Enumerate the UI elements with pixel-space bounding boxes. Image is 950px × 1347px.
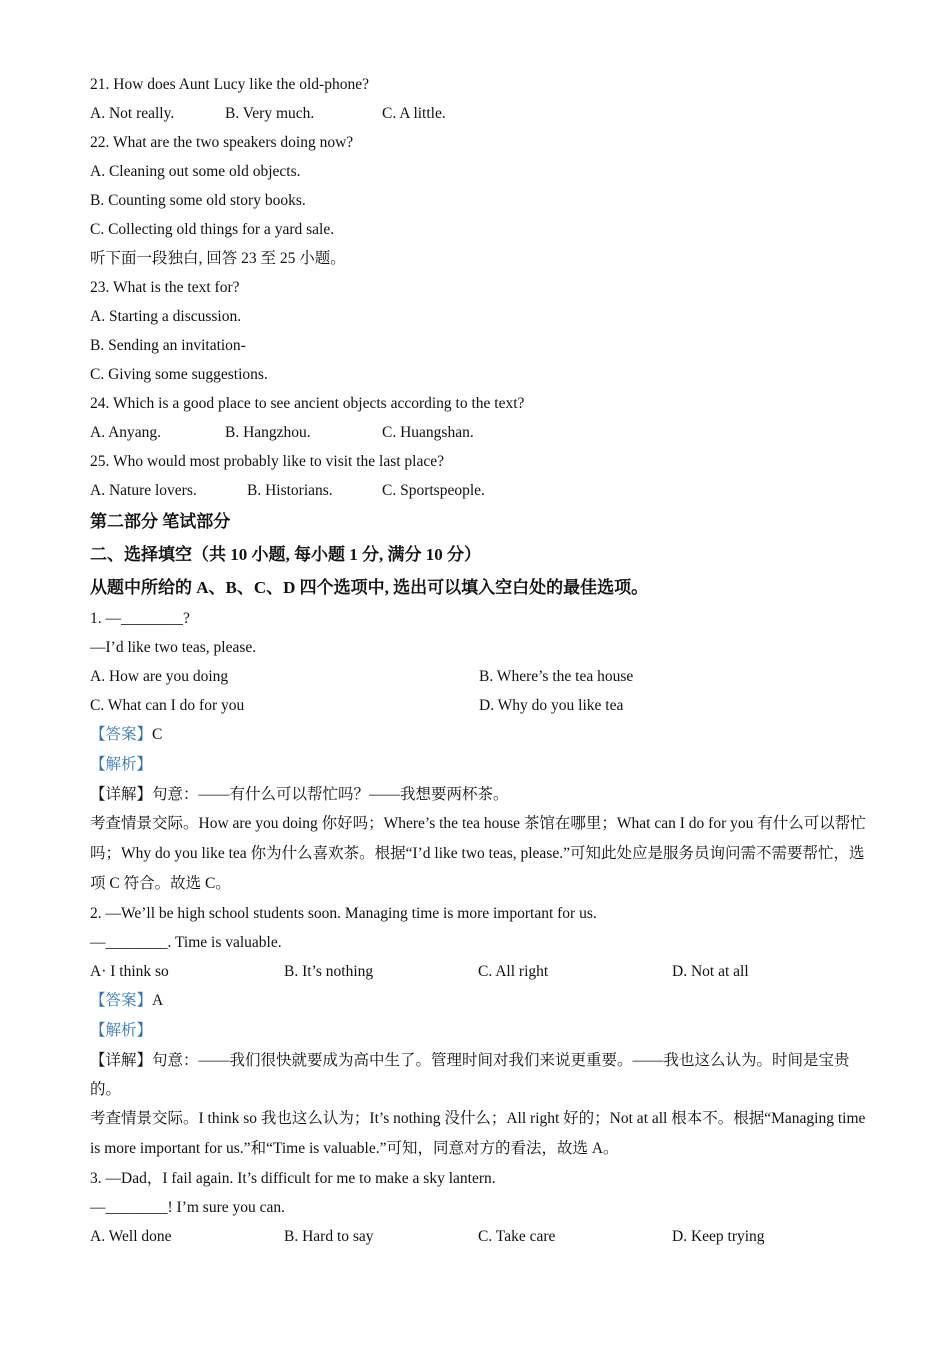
explanation-text: 考查情景交际。I think so 我也这么认为；It’s nothing 没什么；All right 好的；Not at all 根本不。根据“Managing time is more important for us.”和“Time is valuable.”可知，同意对方的看法，故选 A。 — [90, 1110, 866, 1157]
question-1-reply: —I’d like two teas, please. — [90, 639, 257, 656]
option: B. Sending an invitation- — [90, 337, 246, 354]
option: C. Giving some suggestions. — [90, 366, 268, 383]
question-3: 3. —Dad，I fail again. It’s difficult for me to make a sky lantern. — [90, 1170, 496, 1187]
option: B. Historians. — [247, 482, 333, 499]
question-2-options — [90, 957, 870, 986]
answer-line — [90, 720, 870, 750]
analysis-tag: 【解析】 — [90, 1022, 153, 1039]
question-22: 22. What are the two speakers doing now? — [90, 134, 354, 151]
option: A. Anyang. — [90, 424, 162, 441]
question-1: 1. —________? — [90, 610, 190, 627]
question-3-options — [90, 1222, 870, 1251]
option: C. Sportspeople. — [382, 482, 485, 499]
option: A. Not really. — [90, 105, 175, 122]
option: B. Counting some old story books. — [90, 192, 306, 209]
section-instruction: 从题中所给的 A、B、C、D 四个选项中, 选出可以填入空白处的最佳选项。 — [90, 578, 649, 597]
option: C. Collecting old things for a yard sale. — [90, 221, 335, 238]
answer-line — [90, 986, 870, 1016]
analysis-tag: 【解析】 — [90, 756, 153, 773]
question-25-options — [90, 476, 870, 505]
question-23: 23. What is the text for? — [90, 279, 240, 296]
answer-value: A — [152, 992, 164, 1009]
explanation-text: 考查情景交际。How are you doing 你好吗；Where’s the tea house 茶馆在哪里；What can I do for you 有什么可以帮忙吗；Why do you like tea 你为什么喜欢茶。根据“I’d like two teas, please.”可知此处应是服务员询问需不需要帮忙，选项 C 符合。故选 C。 — [90, 815, 866, 892]
question-24: 24. Which is a good place to see ancient objects according to the text? — [90, 395, 525, 412]
option: B. Hard to say — [284, 1228, 374, 1245]
question-2-reply: —________. Time is valuable. — [90, 934, 282, 951]
section-heading: 二、选择填空（共 10 小题, 每小题 1 分, 满分 10 分） — [90, 545, 481, 564]
option: C. Huangshan. — [382, 424, 474, 441]
option: A. Starting a discussion. — [90, 308, 242, 325]
option: B. Where’s the tea house — [479, 668, 634, 685]
option: C. All right — [478, 963, 549, 980]
answer-value: C — [152, 726, 163, 743]
option: A. Cleaning out some old objects. — [90, 163, 301, 180]
question-24-options — [90, 418, 870, 447]
option: A. Well done — [90, 1228, 172, 1245]
document-page — [90, 70, 870, 1251]
answer-tag: 【答案】 — [90, 992, 153, 1009]
option: B. Very much. — [225, 105, 315, 122]
option: C. Take care — [478, 1228, 556, 1245]
question-2: 2. —We’ll be high school students soon. Managing time is more important for us. — [90, 905, 597, 922]
detail-text: 【详解】句意：——我们很快就要成为高中生了。管理时间对我们来说更重要。——我也这么认为。时间是宝贵的。 — [90, 1052, 850, 1098]
question-21-options — [90, 99, 870, 128]
option: A. Nature lovers. — [90, 482, 197, 499]
listening-instruction: 听下面一段独白, 回答 23 至 25 小题。 — [90, 250, 346, 267]
option: D. Not at all — [672, 963, 749, 980]
option: B. Hangzhou. — [225, 424, 311, 441]
question-25: 25. Who would most probably like to visit the last place? — [90, 453, 445, 470]
option: D. Keep trying — [672, 1228, 765, 1245]
option: D. Why do you like tea — [479, 697, 624, 714]
question-3-reply: —________! I’m sure you can. — [90, 1199, 285, 1216]
option: A. How are you doing — [90, 668, 229, 685]
part-title: 第二部分 笔试部分 — [90, 512, 231, 531]
question-21: 21. How does Aunt Lucy like the old-phone? — [90, 76, 369, 93]
option: B. It’s nothing — [284, 963, 374, 980]
option: C. A little. — [382, 105, 446, 122]
option: C. What can I do for you — [90, 697, 245, 714]
answer-tag: 【答案】 — [90, 726, 153, 743]
detail-text: 【详解】句意：——有什么可以帮忙吗？——我想要两杯茶。 — [90, 786, 509, 803]
question-1-options-row — [90, 691, 870, 720]
option: A· I think so — [90, 963, 169, 980]
question-1-options-row — [90, 662, 870, 691]
